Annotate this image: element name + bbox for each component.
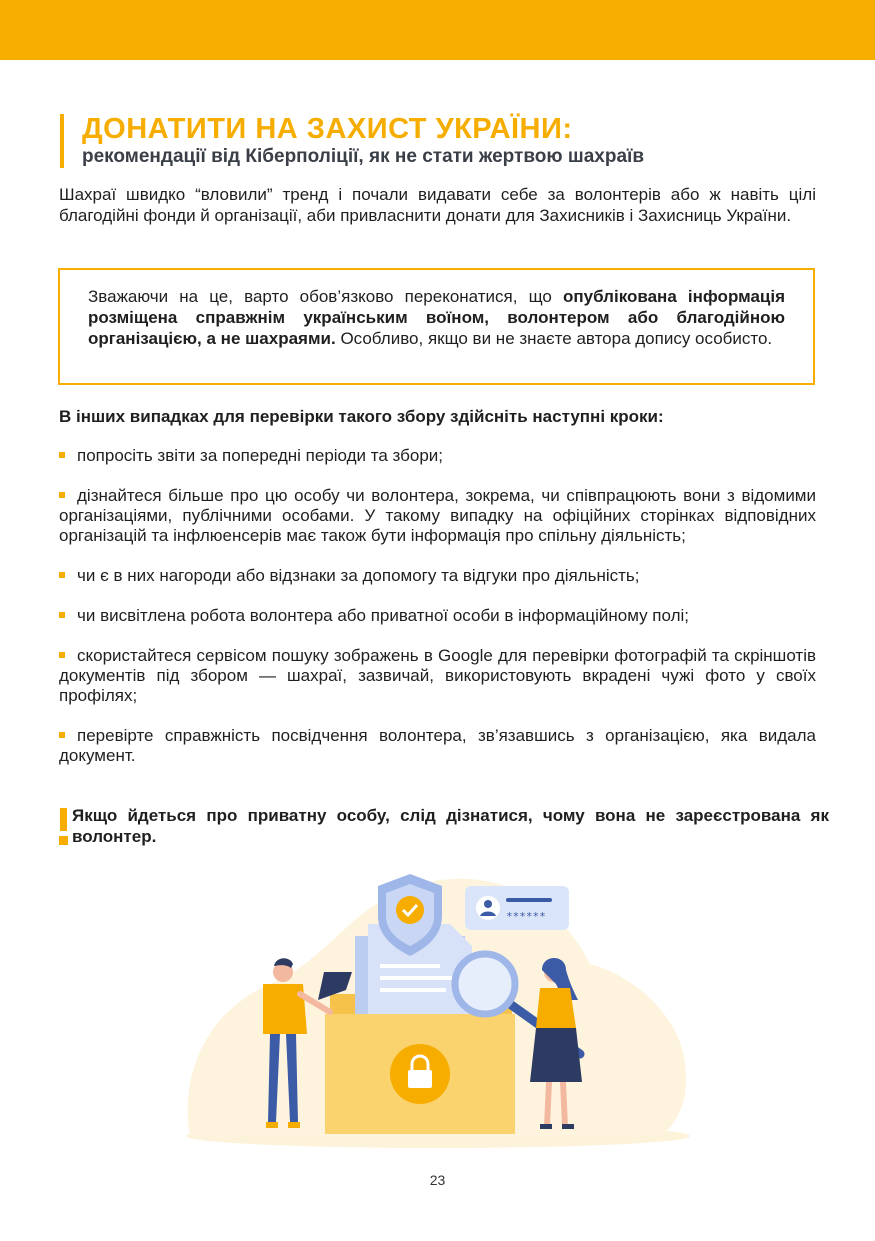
page-subtitle: рекомендації від Кіберполіції, як не стати жертвою шахраїв bbox=[82, 146, 645, 167]
warning-text: Якщо йдеться про приватну особу, слід дізнатися, чому вона не зареєстрована як волонтер. bbox=[72, 806, 829, 846]
bullet-icon bbox=[59, 652, 65, 658]
callout-text-bold: опублікована інформація розміщена справжнім українським воїном, волонтером або благодійною організацією, а не шахраями. bbox=[88, 287, 786, 348]
list-item bbox=[59, 486, 816, 546]
title-block bbox=[60, 114, 842, 168]
exclamation-icon bbox=[59, 808, 68, 844]
security-illustration bbox=[180, 864, 695, 1154]
step-text: чи є в них нагороди або відзнаки за допомогу та відгуки про діяльність; bbox=[77, 566, 640, 585]
list-item bbox=[59, 646, 816, 706]
woman-skirt bbox=[530, 1028, 582, 1082]
doc-line bbox=[380, 976, 452, 980]
list-item bbox=[59, 566, 816, 586]
intro-paragraph: Шахраї швидко “вловили” тренд і почали видавати себе за волонтерів або ж навіть цілі благодійні фонди й організації, аби привласнити донати для Захисників і Захисниць України. bbox=[59, 185, 816, 225]
bullet-icon bbox=[59, 732, 65, 738]
step-text: чи висвітлена робота волонтера або приватної особи в інформаційному полі; bbox=[77, 606, 690, 625]
top-accent-bar bbox=[0, 0, 875, 60]
callout-text-end: Особливо, якщо ви не знаєте автора допису особисто. bbox=[335, 329, 773, 348]
page-number: 23 bbox=[429, 1172, 446, 1188]
lock-icon bbox=[408, 1070, 432, 1088]
doc-line bbox=[380, 964, 440, 968]
step-text: скористайтеся сервісом пошуку зображень в Google для перевірки фотографій та скріншотів документів під збором — шахраї, зазвичай, використовують вкрадені чужі фото у своїх профілях; bbox=[59, 646, 816, 705]
woman-top bbox=[536, 988, 576, 1028]
callout-box bbox=[58, 268, 815, 385]
steps-heading: В інших випадках для перевірки такого збору здійсніть наступні кроки: bbox=[59, 407, 664, 426]
step-text: перевірте справжність посвідчення волонтера, зв’язавшись з організацією, яка видала документ. bbox=[59, 726, 816, 765]
callout-text bbox=[88, 286, 785, 349]
list-item bbox=[59, 446, 816, 466]
bullet-icon bbox=[59, 572, 65, 578]
step-text: дізнайтеся більше про цю особу чи волонтера, зокрема, чи співпрацюють вони з відомими організаціями, публічними особами. У такому випадку на офіційних сторінках відповідних організацій та інфлюенсерів має також бути інформація про спільну діяльність; bbox=[59, 486, 816, 545]
steps-list bbox=[59, 446, 816, 786]
id-card-dots: ****** bbox=[506, 910, 546, 923]
callout-text-start: Зважаючи на це, варто обов’язково переконатися, що bbox=[88, 287, 563, 306]
doc-line bbox=[380, 988, 446, 992]
bullet-icon bbox=[59, 452, 65, 458]
bullet-icon bbox=[59, 612, 65, 618]
step-text: попросіть звіти за попередні періоди та збори; bbox=[77, 446, 444, 465]
checkmark-icon bbox=[396, 896, 424, 924]
list-item bbox=[59, 726, 816, 766]
warning-note bbox=[59, 805, 829, 847]
page-title: ДОНАТИТИ НА ЗАХИСТ УКРАЇНИ: bbox=[82, 113, 573, 145]
list-item bbox=[59, 606, 816, 626]
bullet-icon bbox=[59, 492, 65, 498]
magnifier-icon bbox=[455, 954, 515, 1014]
